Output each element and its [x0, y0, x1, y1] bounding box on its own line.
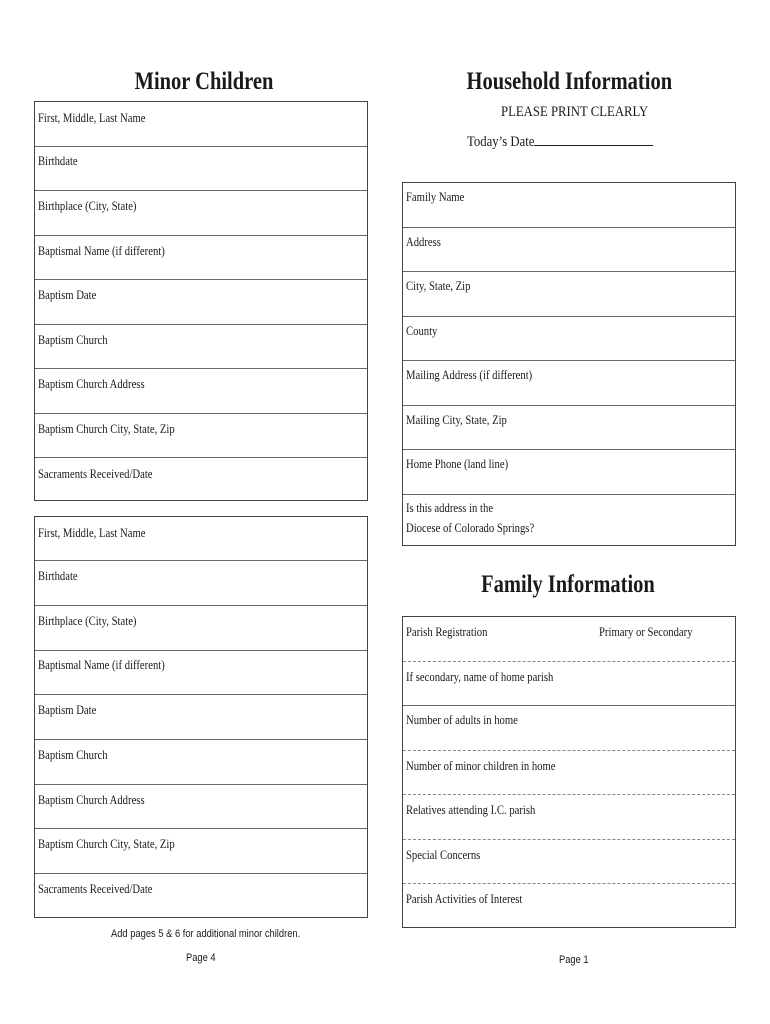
row-home-phone[interactable]: [403, 450, 735, 495]
child-2-row-baptism-church[interactable]: [35, 740, 367, 785]
field-label: Baptismal Name (if different): [38, 657, 165, 672]
household-information-title: Household Information: [466, 68, 673, 95]
field-label: Baptismal Name (if different): [38, 243, 165, 258]
row-minor-children-in-home[interactable]: [403, 751, 735, 795]
field-label: Number of adults in home: [406, 712, 518, 727]
field-label: Address: [406, 234, 441, 249]
child-1-row-church-city[interactable]: [35, 414, 367, 458]
field-label: If secondary, name of home parish: [406, 669, 554, 684]
field-label: City, State, Zip: [406, 278, 471, 293]
child-1-form: [34, 101, 368, 501]
child-2-row-church-city[interactable]: [35, 829, 367, 874]
row-home-parish[interactable]: [403, 662, 735, 706]
field-label: Baptism Church Address: [38, 792, 145, 807]
child-2-row-baptismal-name[interactable]: [35, 651, 367, 695]
field-label: Birthdate: [38, 153, 78, 168]
field-label: Number of minor children in home: [406, 758, 556, 773]
field-label: Baptism Date: [38, 702, 97, 717]
row-mailing-city[interactable]: [403, 406, 735, 450]
todays-date-field[interactable]: [467, 131, 653, 151]
field-label: Mailing City, State, Zip: [406, 412, 507, 427]
field-label: Birthdate: [38, 568, 78, 583]
row-address[interactable]: [403, 228, 735, 272]
row-county[interactable]: [403, 317, 735, 361]
child-2-row-birthdate[interactable]: [35, 561, 367, 606]
child-1-row-baptism-date[interactable]: [35, 280, 367, 325]
row-mailing-address[interactable]: [403, 361, 735, 406]
row-relatives-attending[interactable]: [403, 795, 735, 840]
field-label: First, Middle, Last Name: [38, 525, 146, 540]
diocese-question-line-2: Diocese of Colorado Springs?: [406, 520, 535, 535]
field-label: Baptism Church Address: [38, 376, 145, 391]
field-label: Home Phone (land line): [406, 456, 509, 471]
field-label: County: [406, 323, 438, 338]
field-label: Sacraments Received/Date: [38, 881, 153, 896]
child-2-row-name[interactable]: [35, 517, 367, 561]
field-label: Birthplace (City, State): [38, 613, 137, 628]
household-form: [402, 182, 736, 546]
child-2-form: [34, 516, 368, 918]
field-label: Parish Activities of Interest: [406, 891, 523, 906]
minor-children-title: Minor Children: [134, 68, 274, 95]
child-1-row-baptismal-name[interactable]: [35, 236, 367, 280]
child-2-row-baptism-date[interactable]: [35, 695, 367, 740]
field-label: Baptism Church City, State, Zip: [38, 836, 175, 851]
row-special-concerns[interactable]: [403, 840, 735, 884]
child-1-row-church-address[interactable]: [35, 369, 367, 414]
field-label: Baptism Church: [38, 747, 108, 762]
field-label: Birthplace (City, State): [38, 198, 137, 213]
row-family-name[interactable]: [403, 183, 735, 228]
todays-date-line[interactable]: [534, 131, 653, 146]
todays-date-label: Today’s Date: [467, 134, 535, 150]
field-label: Baptism Church City, State, Zip: [38, 421, 175, 436]
diocese-question-line-1: Is this address in the: [406, 500, 494, 515]
child-1-row-baptism-church[interactable]: [35, 325, 367, 369]
field-label: Special Concerns: [406, 847, 481, 862]
page-number-right: Page 1: [559, 954, 589, 966]
field-label: Family Name: [406, 189, 465, 204]
family-form: [402, 616, 736, 928]
field-label: Sacraments Received/Date: [38, 466, 153, 481]
print-clearly-instruction: PLEASE PRINT CLEARLY: [501, 104, 649, 120]
row-city-state-zip[interactable]: [403, 272, 735, 317]
row-diocese-question[interactable]: [403, 495, 735, 547]
row-adults-in-home[interactable]: [403, 706, 735, 751]
page-number-left: Page 4: [186, 952, 216, 964]
field-label: Parish Registration: [406, 624, 488, 639]
field-label: Baptism Date: [38, 287, 97, 302]
row-parish-registration[interactable]: [403, 617, 735, 662]
child-1-row-sacraments[interactable]: [35, 458, 367, 502]
child-2-row-church-address[interactable]: [35, 785, 367, 829]
field-label: Baptism Church: [38, 332, 108, 347]
child-1-row-name[interactable]: [35, 102, 367, 147]
child-2-row-sacraments[interactable]: [35, 874, 367, 919]
child-1-row-birthplace[interactable]: [35, 191, 367, 236]
additional-children-note: Add pages 5 & 6 for additional minor children.: [111, 928, 301, 940]
child-2-row-birthplace[interactable]: [35, 606, 367, 651]
row-parish-activities[interactable]: [403, 884, 735, 929]
child-1-row-birthdate[interactable]: [35, 147, 367, 191]
field-label: Mailing Address (if different): [406, 367, 533, 382]
field-label: First, Middle, Last Name: [38, 110, 146, 125]
primary-or-secondary-label: Primary or Secondary: [599, 624, 693, 639]
field-label: Relatives attending I.C. parish: [406, 802, 536, 817]
family-information-title: Family Information: [481, 571, 655, 598]
